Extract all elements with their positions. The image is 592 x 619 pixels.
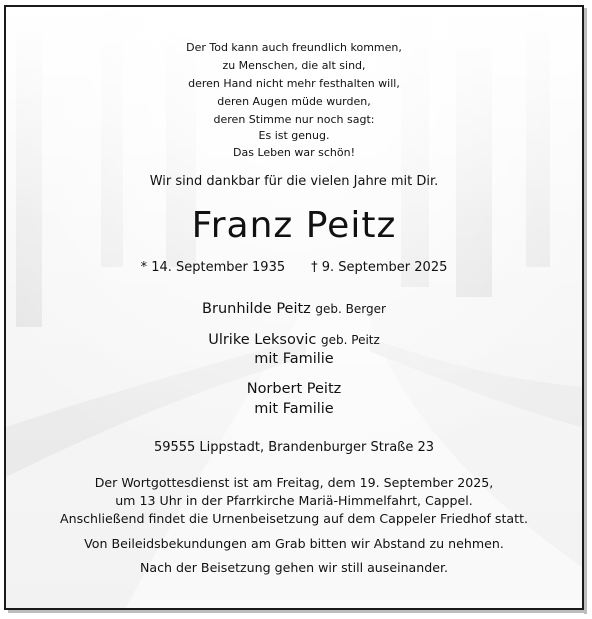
family-member-name: Brunhilde Peitz <box>202 301 311 317</box>
birth-date: * 14. September 1935 <box>140 260 286 275</box>
family-member <box>6 332 582 348</box>
poem-line: deren Hand nicht mehr festhalten will, <box>188 77 400 90</box>
family-member-name: Norbert Peitz <box>246 381 342 397</box>
thanks-line: Wir sind dankbar für die vielen Jahre mit Dir. <box>149 174 439 189</box>
family-member-note: geb. Peitz <box>321 333 380 347</box>
notice-content <box>6 7 582 608</box>
condolence-note: Von Beileidsbekundungen am Grab bitten wir Abstand zu nehmen. <box>84 536 504 551</box>
family-member <box>6 301 582 317</box>
poem-line: zu Menschen, die alt sind, <box>222 59 366 72</box>
family-member-name: Ulrike Leksovic <box>208 332 317 348</box>
service-line: Anschließend findet die Urnenbeisetzung auf dem Cappeler Friedhof statt. <box>59 511 529 526</box>
farewell-note: Nach der Beisetzung gehen wir still auseinander. <box>139 560 449 575</box>
notice-frame <box>4 5 584 610</box>
poem-line: Es ist genug. <box>258 129 330 142</box>
death-date: † 9. September 2025 <box>311 260 448 275</box>
poem-line: Der Tod kann auch freundlich kommen, <box>186 41 402 54</box>
family-member-sub: mit Familie <box>254 401 334 417</box>
family-member-note: geb. Berger <box>315 302 386 316</box>
family-member-sub: mit Familie <box>254 351 334 367</box>
poem-line: Das Leben war schön! <box>233 146 355 159</box>
service-line: Der Wortgottesdienst ist am Freitag, dem 19. September 2025, <box>94 475 494 490</box>
frame-shadow-bottom <box>8 610 587 613</box>
deceased-name: Franz Peitz <box>191 205 397 246</box>
service-line: um 13 Uhr in der Pfarrkirche Mariä-Himmelfahrt, Cappel. <box>115 493 473 508</box>
poem-line: deren Stimme nur noch sagt: <box>213 113 375 126</box>
address-line: 59555 Lippstadt, Brandenburger Straße 23 <box>153 440 435 455</box>
poem-line: deren Augen müde wurden, <box>217 95 371 108</box>
life-dates <box>6 260 582 275</box>
frame-shadow-right <box>584 8 587 614</box>
